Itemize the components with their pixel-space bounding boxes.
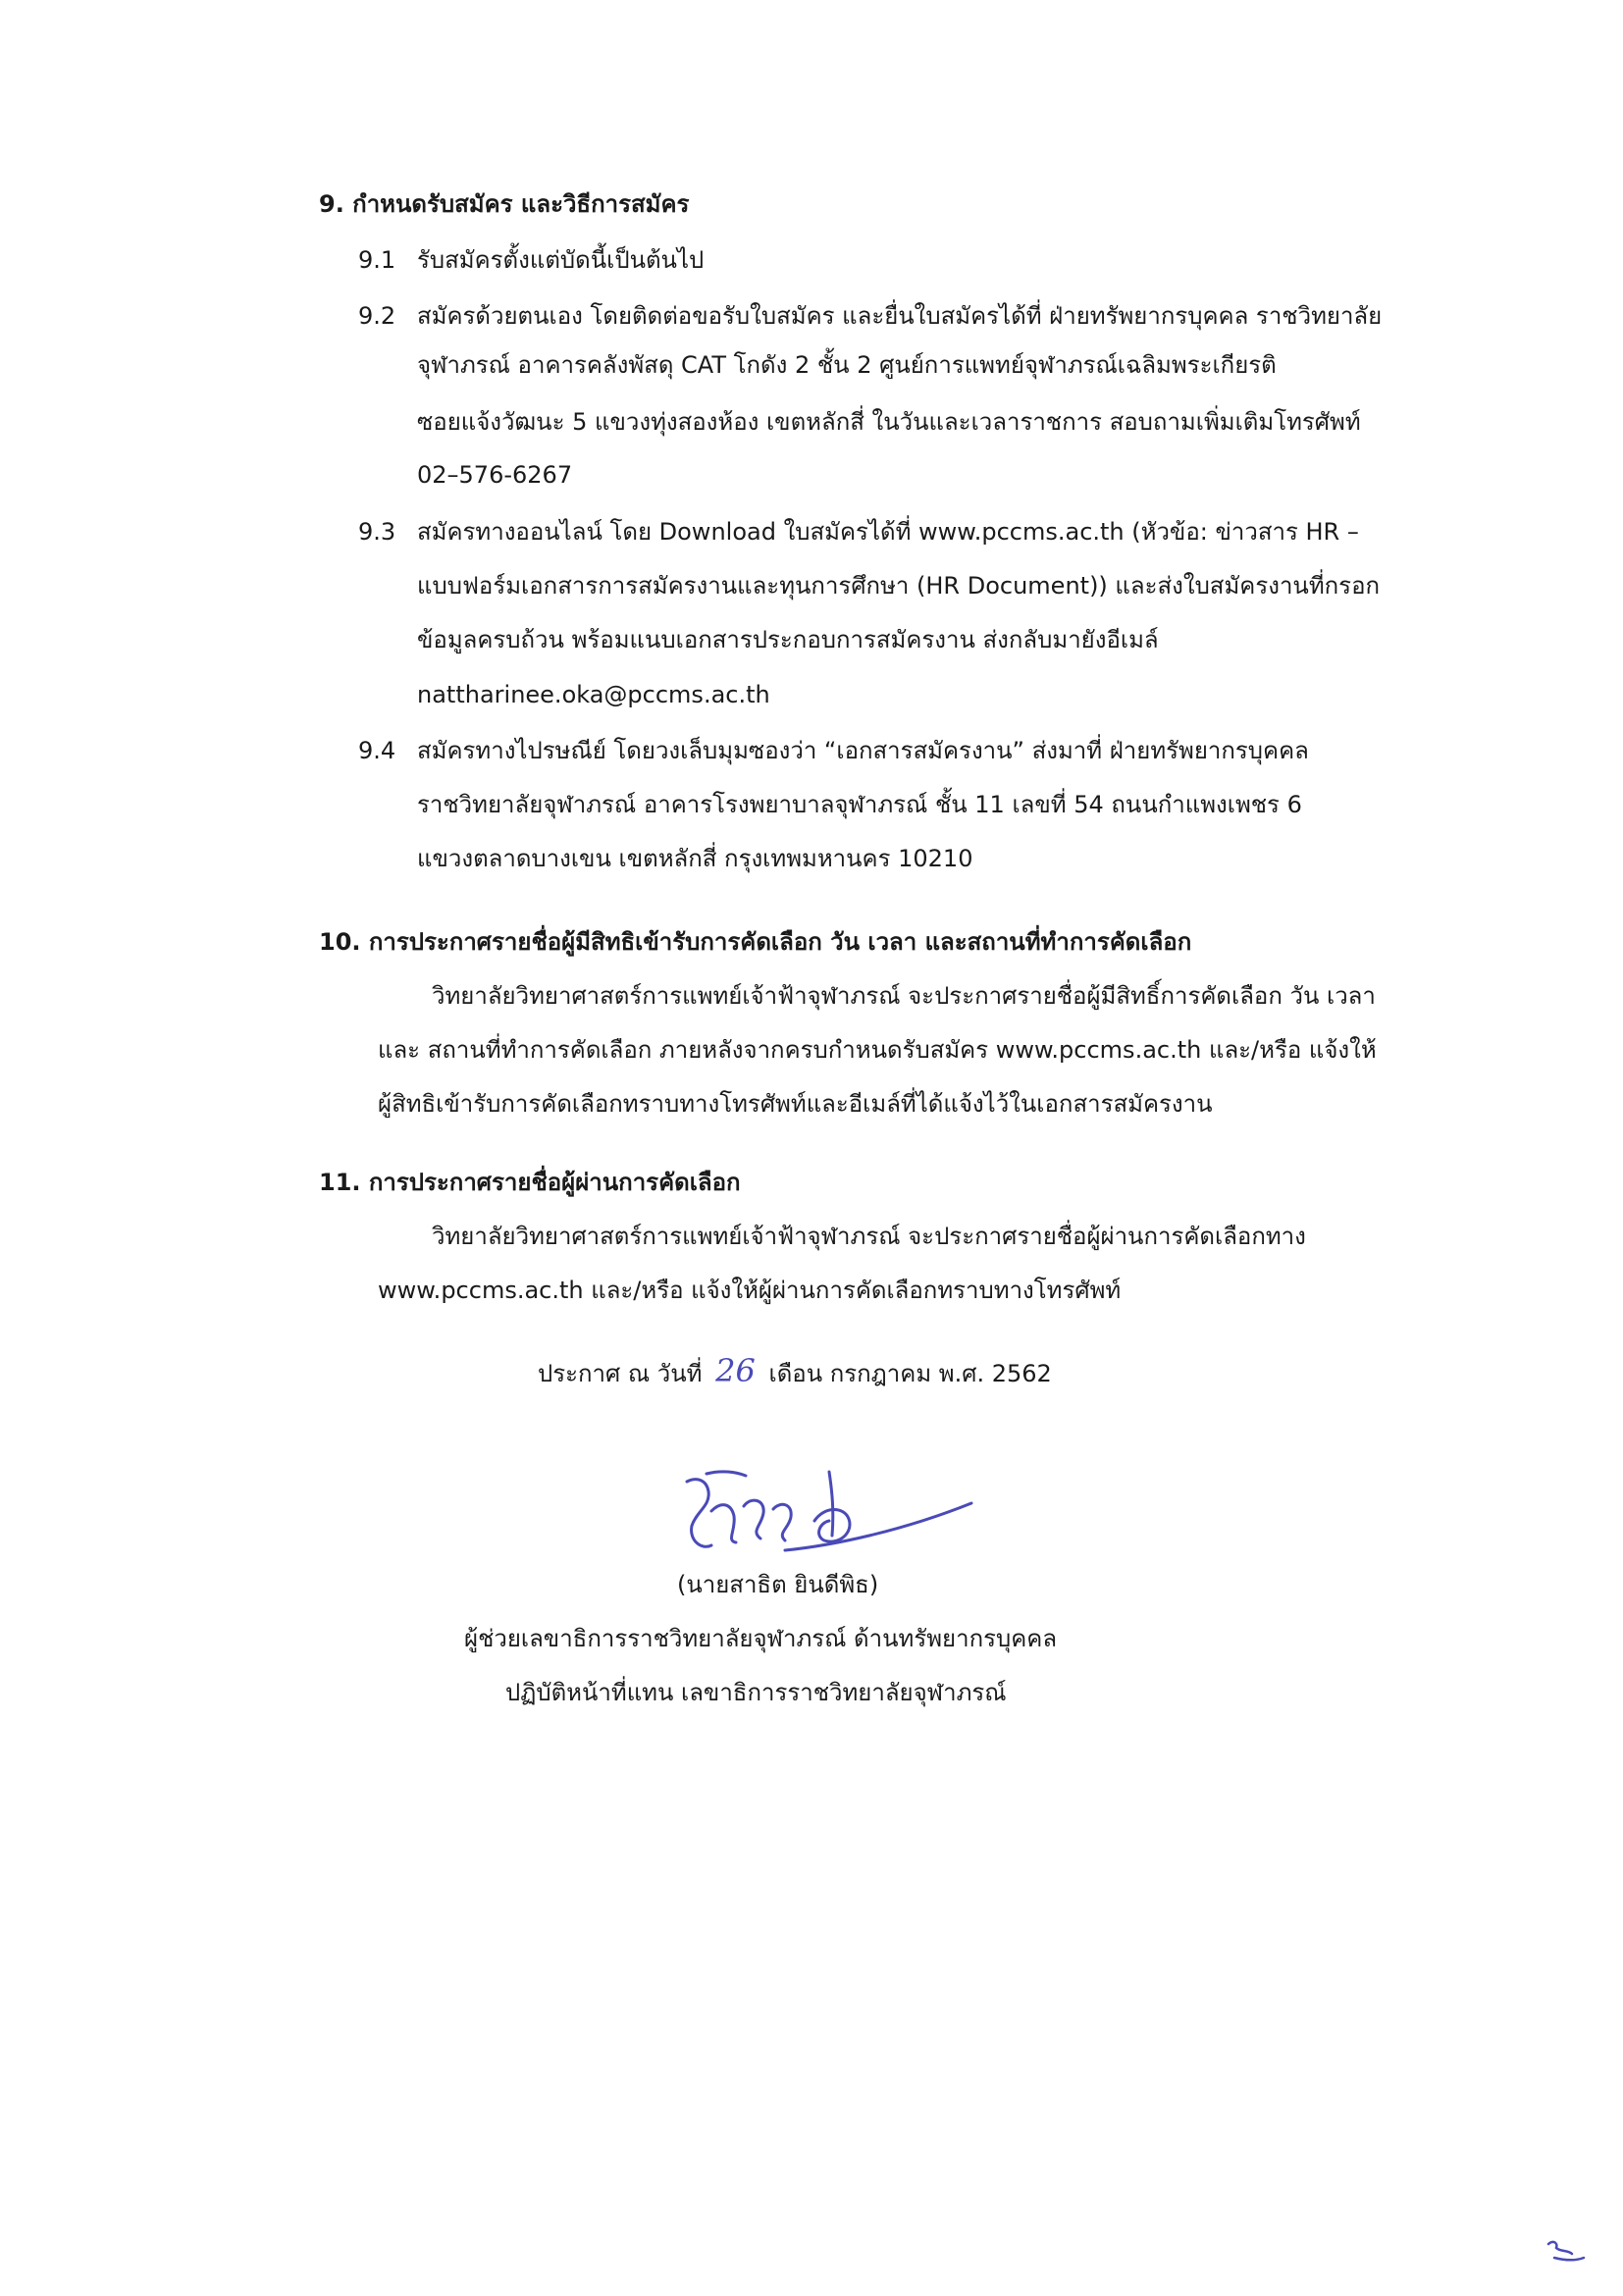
item-9-2-line: ซอยแจ้งวัฒนะ 5 แขวงทุ่งสองห้อง เขตหลักสี่ ในวันและเวลาราชการ สอบถามเพิ่มเติมโทรศัพท์ [417, 408, 1361, 436]
item-9-3-email: nattharinee.oka@pccms.ac.th [417, 681, 770, 708]
item-9-2-line: 02–576-6267 [417, 461, 573, 489]
item-9-1-line: รับสมัครตั้งแต่บัดนี้เป็นต้นไป [417, 246, 705, 274]
announcement-prefix: ประกาศ ณ วันที่ [538, 1360, 703, 1387]
announcement-suffix: เดือน กรกฎาคม พ.ศ. 2562 [768, 1360, 1052, 1387]
section-10-heading: 10. การประกาศรายชื่อผู้มีสิทธิเข้ารับการคัดเลือก วัน เวลา และสถานที่ทำการคัดเลือก [319, 928, 1192, 956]
item-9-2-line: สมัครด้วยตนเอง โดยติดต่อขอรับใบสมัคร และยื่นใบสมัครได้ที่ ฝ่ายทรัพยากรบุคคล ราชวิทยาลัย [417, 302, 1383, 330]
item-9-4-line: สมัครทางไปรษณีย์ โดยวงเล็บมุมซองว่า “เอกสารสมัครงาน” ส่งมาที่ ฝ่ายทรัพยากรบุคคล [417, 737, 1309, 764]
item-9-3-line: แบบฟอร์มเอกสารการสมัครงานและทุนการศึกษา (HR Document)) และส่งใบสมัครงานที่กรอก [417, 572, 1381, 600]
signatory-title-2: ปฏิบัติหน้าที่แทน เลขาธิการราชวิทยาลัยจุฬาภรณ์ [505, 1679, 1007, 1706]
section-11-heading: 11. การประกาศรายชื่อผู้ผ่านการคัดเลือก [319, 1169, 741, 1196]
signatory-name: (นายสาธิต ยินดีพิธ) [677, 1571, 879, 1598]
announcement-date [538, 1351, 1052, 1393]
announcement-day: 26 [715, 1352, 756, 1389]
item-9-2-line: จุฬาภรณ์ อาคารคลังพัสดุ CAT โกดัง 2 ชั้น 2 ศูนย์การแพทย์จุฬาภรณ์เฉลิมพระเกียรติ [417, 351, 1277, 379]
item-9-2-number: 9.2 [358, 302, 396, 330]
item-9-4-line: ราชวิทยาลัยจุฬาภรณ์ อาคารโรงพยาบาลจุฬาภรณ์ ชั้น 11 เลขที่ 54 ถนนกำแพงเพชร 6 [417, 791, 1302, 818]
item-9-3-number: 9.3 [358, 518, 396, 546]
section-10-line: และ สถานที่ทำการคัดเลือก ภายหลังจากครบกำหนดรับสมัคร www.pccms.ac.th และ/หรือ แจ้งให้ [378, 1036, 1377, 1064]
section-9-heading: 9. กำหนดรับสมัคร และวิธีการสมัคร [319, 190, 690, 218]
item-9-4-line: แขวงตลาดบางเขน เขตหลักสี่ กรุงเทพมหานคร 10210 [417, 845, 973, 872]
initials-mark [1541, 2232, 1590, 2271]
section-10-line: ผู้สิทธิเข้ารับการคัดเลือกทราบทางโทรศัพท์และอีเมล์ที่ได้แจ้งไว้ในเอกสารสมัครงาน [378, 1090, 1213, 1118]
item-9-3-line: สมัครทางออนไลน์ โดย Download ใบสมัครได้ที่ www.pccms.ac.th (หัวข้อ: ข่าวสาร HR – [417, 518, 1359, 546]
section-11-line: วิทยาลัยวิทยาศาสตร์การแพทย์เจ้าฟ้าจุฬาภรณ์ จะประกาศรายชื่อผู้ผ่านการคัดเลือกทาง [432, 1223, 1306, 1250]
item-9-4-number: 9.4 [358, 737, 396, 764]
item-9-3-line: ข้อมูลครบถ้วน พร้อมแนบเอกสารประกอบการสมัครงาน ส่งกลับมายังอีเมล์ [417, 626, 1159, 653]
item-9-1-number: 9.1 [358, 246, 396, 274]
section-11-line: www.pccms.ac.th และ/หรือ แจ้งให้ผู้ผ่านการคัดเลือกทราบทางโทรศัพท์ [378, 1277, 1122, 1304]
signatory-title-1: ผู้ช่วยเลขาธิการราชวิทยาลัยจุฬาภรณ์ ด้านทรัพยากรบุคคล [464, 1625, 1058, 1652]
section-10-line: วิทยาลัยวิทยาศาสตร์การแพทย์เจ้าฟ้าจุฬาภรณ์ จะประกาศรายชื่อผู้มีสิทธิ์การคัดเลือก วัน เวลา [432, 982, 1376, 1010]
